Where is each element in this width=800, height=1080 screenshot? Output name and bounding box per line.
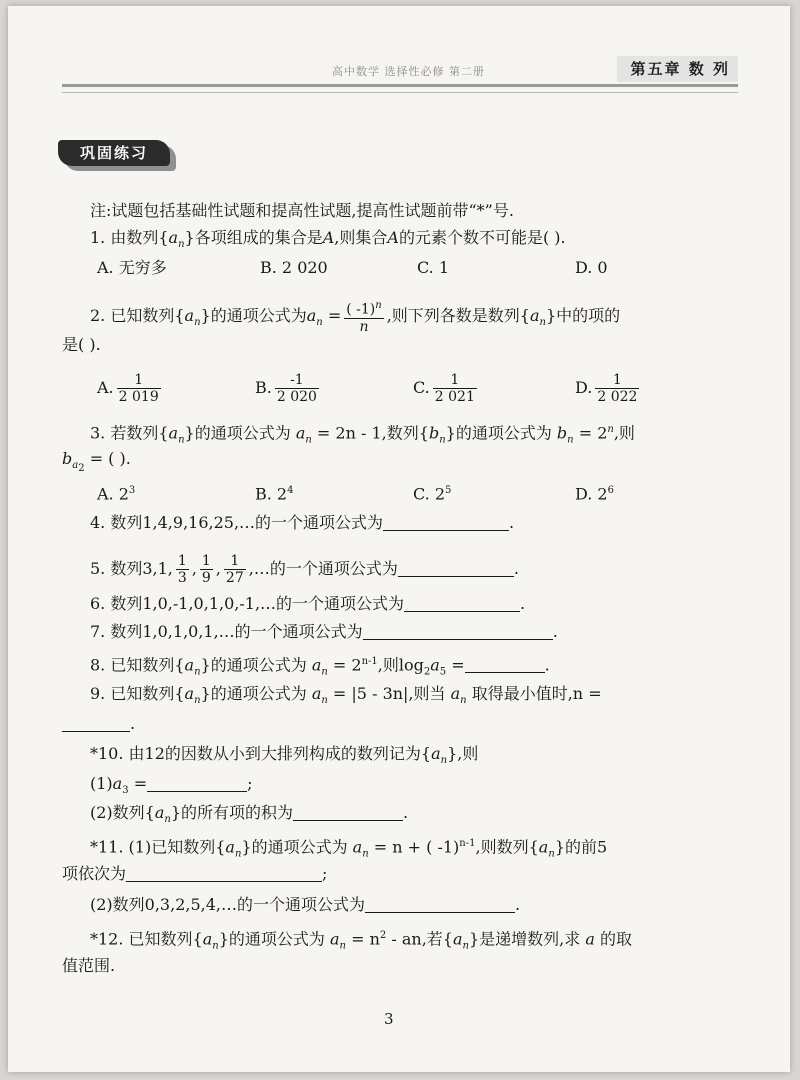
- question-12-cont: 值范围.: [62, 956, 116, 975]
- q2-option-a: A. $\frac{1}{2 019}$: [97, 372, 159, 405]
- question-11-cont: 项依次为 ;: [62, 864, 328, 883]
- q4-answer-blank[interactable]: [383, 514, 509, 531]
- q3-option-c: C. $2^5$: [413, 484, 452, 504]
- q5-answer-blank[interactable]: [398, 560, 514, 577]
- q3-option-d: D. $2^6$: [575, 484, 614, 504]
- question-10: *10. 由12的因数从小到大排列构成的数列记为$\{a_n\}$,则: [90, 744, 479, 767]
- q3-option-a: A. $2^3$: [97, 484, 136, 504]
- q2-option-b: B. $\frac{-1}{2 020}$: [255, 372, 317, 405]
- question-6: 6. 数列1,0,-1,0,1,0,-1,…的一个通项公式为 .: [90, 594, 526, 613]
- note-text: 注:试题包括基础性试题和提高性试题,提高性试题前带“*”号.: [90, 201, 514, 220]
- question-10-part-2: (2)数列$\{a_n\}$的所有项的积为 .: [90, 803, 409, 826]
- question-11-part-2: (2)数列0,3,2,5,4,…的一个通项公式为 .: [90, 895, 521, 914]
- q10-2-answer-blank[interactable]: [293, 804, 403, 821]
- question-3-cont: $b_{a_2}$ = ( ).: [62, 449, 131, 475]
- question-4: 4. 数列1,4,9,16,25,…的一个通项公式为 .: [90, 513, 515, 532]
- question-2: 2. 已知数列$\{a_n\}$的通项公式为$a_n$ = $\frac{( -1)^n}{n}$ ,则下列各数是数列$\{a_n\}$中的项的: [90, 300, 621, 335]
- q2-option-d: D. $\frac{1}{2 022}$: [575, 372, 638, 405]
- chapter-label: 第五章 数 列: [617, 56, 738, 82]
- q11-1-answer-blank[interactable]: [126, 865, 322, 882]
- q6-answer-blank[interactable]: [404, 595, 520, 612]
- q9-answer-blank[interactable]: [62, 715, 130, 732]
- page-number: 3: [384, 1010, 394, 1028]
- question-1: 1. 由数列$\{a_n\}$各项组成的集合是A,则集合A的元素个数不可能是( ).: [90, 228, 566, 251]
- q3-option-b: B. $2^4$: [255, 484, 294, 504]
- question-9-cont: .: [62, 714, 135, 734]
- q2-fraction: $\frac{( -1)^n}{n}$: [346, 300, 382, 335]
- q11-2-answer-blank[interactable]: [365, 896, 515, 913]
- section-badge-label: 巩固练习: [58, 140, 170, 166]
- q8-answer-blank[interactable]: [465, 656, 545, 673]
- question-3: 3. 若数列$\{a_n\}$的通项公式为 $a_n = 2n - 1$,数列$\{b_n\}$的通项公式为 $b_n = 2^n$,则: [90, 423, 635, 446]
- question-2-cont: 是( ).: [62, 335, 101, 354]
- header-book-title: 高中数学 选择性必修 第二册: [332, 65, 485, 78]
- question-12: *12. 已知数列$\{a_n\}$的通项公式为 $a_n = n^2$ - an,若$\{a_n\}$是递增数列,求 a 的取: [90, 929, 632, 952]
- q2-option-c: C. $\frac{1}{2 021}$: [413, 372, 475, 405]
- question-8: 8. 已知数列$\{a_n\}$的通项公式为 $a_n = 2^{n-1}$,则$\log_2a_5$ = .: [90, 655, 550, 678]
- q1-option-c: C. 1: [417, 258, 450, 277]
- question-10-part-1: $(1)a_3$ = ;: [90, 774, 253, 797]
- question-9: 9. 已知数列$\{a_n\}$的通项公式为 $a_n = |5 - 3n|$,则当 $a_n$ 取得最小值时,n =: [90, 684, 602, 707]
- q1-option-a: A. 无穷多: [97, 258, 167, 277]
- question-11: *11. (1)已知数列$\{a_n\}$的通项公式为 $a_n = n$ + ( -1)$^{n-1}$,则数列$\{a_n\}$的前5: [90, 837, 608, 860]
- q10-1-answer-blank[interactable]: [147, 775, 247, 792]
- q1-option-d: D. 0: [575, 258, 608, 277]
- question-7: 7. 数列1,0,1,0,1,…的一个通项公式为 .: [90, 622, 558, 641]
- question-5: 5. 数列3,1, $\frac{1}{3}$ , $\frac{1}{9}$ , $\frac{1}{27}$ ,…的一个通项公式为 .: [90, 553, 519, 586]
- q1-option-b: B. 2 020: [260, 258, 328, 277]
- q7-answer-blank[interactable]: [363, 623, 553, 640]
